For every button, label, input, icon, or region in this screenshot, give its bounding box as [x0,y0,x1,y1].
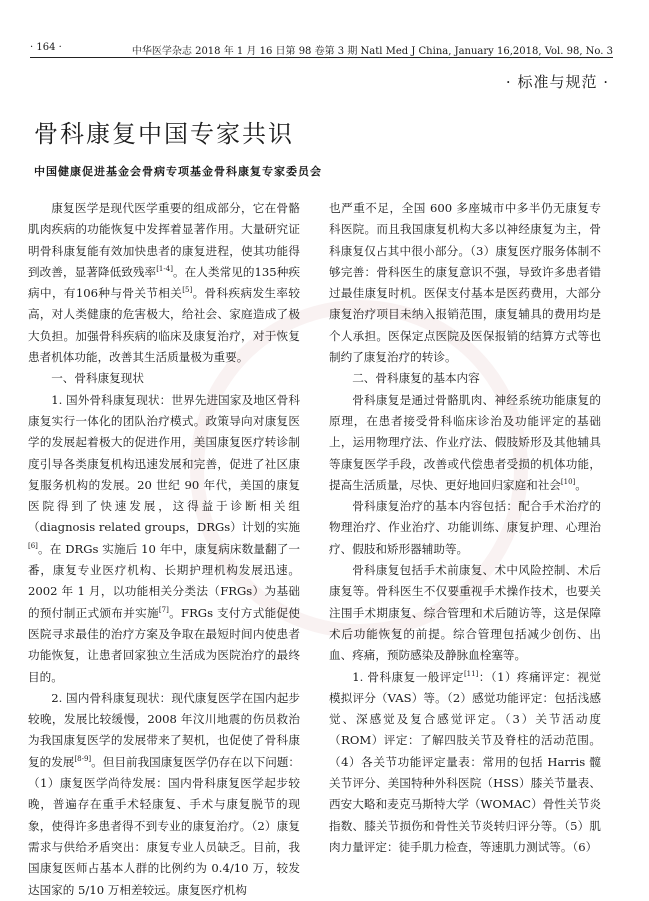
section-heading: 一、骨科康复现状 [51,371,144,386]
citation[interactable]: [10] [560,478,576,486]
journal-citation-line: 中华医学杂志 2018 年 1 月 16 日第 98 卷第 3 期 Natl Med J China, January 16,2018, Vol. 98, No. 3 [131,46,613,57]
citation[interactable]: [6] [28,541,38,550]
section-heading: 二、骨科康复的基本内容 [352,371,480,386]
citation[interactable]: [5] [182,286,193,295]
paragraph: 骨科康复包括手术前康复、术中风险控制、术后康复等。骨科医生不仅要重视手术操作技术，也要关注围手术期康复、综合管理和术后随访等，这是保障术后功能恢复的前提。综合管理包括减少创伤、出血、疼痛，预防感染及静脉血栓塞等。 [329,563,601,663]
citation[interactable]: [11] [463,669,479,678]
citation[interactable]: [8-9] [74,754,92,763]
paragraph: 骨科康复治疗的基本内容包括：配合手术治疗的物理治疗、作业治疗、功能训练、康复护理、心理治疗、假肢和矫形器辅助等。 [329,499,601,556]
header-rule [30,57,613,58]
paragraph: 1. 国外骨科康复现状：世界先进国家及地区骨科康复实行一体化的团队治疗模式。政策导向对康复医学的发展起着极大的促进作用，美国康复医疗转诊制度引导各类康复机构迅速发展和完善，促进了社区康复服务机构的发展。20 世纪 90 年代，美国的康复医院得到了快速发展，这得益于诊断相关组（diagnosis related groups，DRGs）计划的实施[6]。在 DRGs 实施后 10 年中，康复病床数量翻了一番，康复专业医疗机构、长期护理机构发展迅速。2002 年 1 月，以功能相关分类法（FRGs）为基础的预付制正式颁布并实施[7]。FRGs 支付方式能促使医院寻求最佳的治疗方案及争取在最短时间内使患者功能恢复，让患者回家独立生活成为医院治疗的最终目的。 [28,392,300,684]
right-column [329,198,601,858]
intro-paragraph: 康复医学是现代医学重要的组成部分，它在骨骼肌肉疾病的功能恢复中发挥着显著作用。大量研究证明骨科康复能有效加快患者的康复进程，使其功能得到改善，显著降低致残率[1-4]。在人类常见的135种疾病中，有106种与骨关节相关[5]。骨科疾病发生率较高，对人类健康的危害极大，给社会、家庭造成了极大负担。加强骨科疾病的临床及康复治疗，对于恢复患者机体功能，改善其生活质量极为重要。 [28,201,300,365]
running-header [30,42,613,56]
paragraph: 也严重不足，全国 600 多座城市中多半仍无康复专科医院。而且我国康复机构大多以神经康复为主，骨科康复仅占其中很小部分。（3）康复医疗服务体制不够完善：骨科医生的康复意识不强，导致许多患者错过最佳康复时机。医保支付基本是医药费用，大部分康复治疗项目未纳入报销范围，康复辅具的费用均是个人承担。医保定点医院及医保报销的结算方式等也制约了康复治疗的转诊。 [329,201,601,365]
page-number: · 164 · [30,42,62,53]
paragraph: 骨科康复是通过骨骼肌肉、神经系统功能康复的原理，在患者接受骨科临床诊治及功能评定的基础上，运用物理疗法、作业疗法、假肢矫形及其他辅具等康复医学手段，改善或代偿患者受损的机体功能，提高生活质量，尽快、更好地回归家庭和社会[10]。 [329,392,601,492]
article-title: 骨科康复中国专家共识 [34,120,294,148]
paragraph: 1. 骨科康复一般评定[11]：（1）疼痛评定：视觉模拟评分（VAS）等。（2）感觉功能评定：包括浅感觉、深感觉及复合感觉评定。（3）关节活动度（ROM）评定：了解四肢关节及脊柱的活动范围。（4）各关节功能评定量表：常用的包括 Harris 髋关节评分、美国特种外科医院（HSS）膝关节量表、西安大略和麦克马斯特大学（WOMAC）骨性关节炎指数、膝关节损伤和骨性关节炎转归评分等。（5）肌肉力量评定：徒手肌力检查，等速肌力测试等。（6） [329,669,602,854]
author-line: 中国健康促进基金会骨病专项基金骨科康复专家委员会 [34,165,322,178]
section-tag: · 标准与规范 · [505,73,609,91]
citation[interactable]: [1-4] [156,265,173,274]
citation[interactable]: [7] [158,605,169,614]
paragraph: 2. 国内骨科康复现状：现代康复医学在国内起步较晚，发展比较缓慢，2008 年汶川地震的伤员救治为我国康复医学的发展带来了契机，也促使了骨科康复的发展[8-9]。但目前我国康复医学仍存在以下问题：（1）康复医学尚待发展：国内骨科康复医学起步较晚，普遍存在重手术轻康复、手术与康复脱节的现象，使得许多患者得不到专业的康复治疗。（2）康复需求与供给矛盾突出：康复专业人员缺乏。目前，我国康复医师占基本人群的比例约为 0.4/10 万，较发达国家的 5/10 万相差较远。康复医疗机构 [28,690,300,897]
left-column [28,198,300,901]
